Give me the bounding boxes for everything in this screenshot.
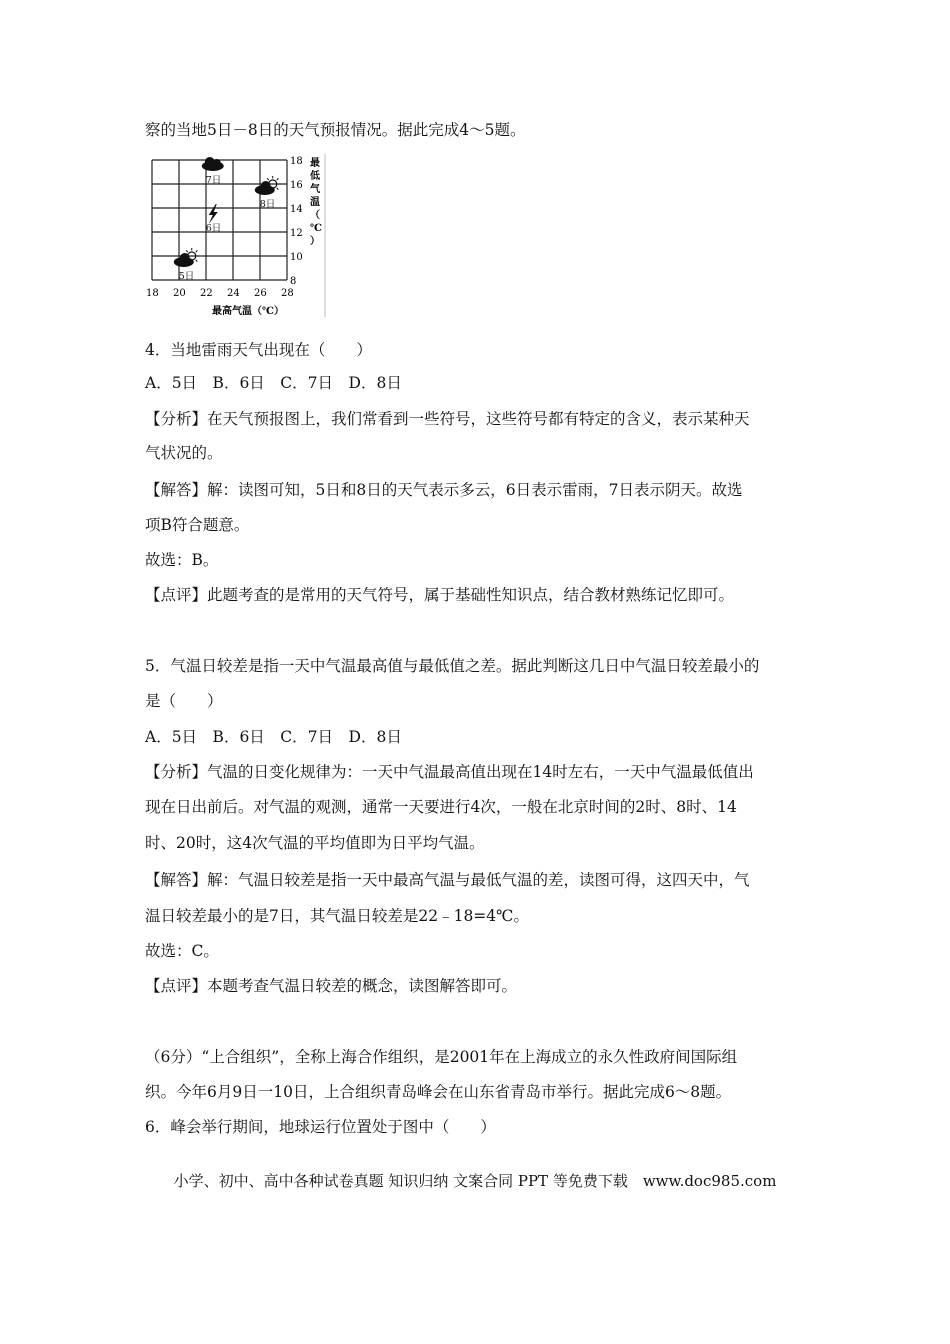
lightning-icon [209, 204, 218, 224]
q6-stem: 6．峰会举行期间，地球运行位置处于图中（ ） [145, 1118, 496, 1136]
q4-stem: 4．当地雷雨天气出现在（ ） [145, 341, 372, 359]
q5-choice: 故选：C。 [145, 942, 219, 960]
y-tick-labels [290, 156, 322, 287]
y-tick-label: 8 [290, 276, 297, 287]
q5-options: A．5日 B．6日 C．7日 D．8日 [145, 728, 402, 746]
x-tick-label: 20 [173, 288, 186, 299]
y-axis-label-char: 温 [310, 197, 320, 208]
x-axis-label: 最高气温（℃） [212, 306, 284, 317]
point-label: 7日 [205, 175, 222, 186]
q4-analysis-1: 【分析】在天气预报图上，我们常看到一些符号，这些符号都有特定的含义，表示某种天 [145, 410, 750, 428]
q5-answer-1: 【解答】解：气温日较差是指一天中最高气温与最低气温的差，读图可得，这四天中，气 [145, 871, 750, 889]
x-tick-label: 28 [281, 288, 294, 299]
q5-analysis-3: 时、20时，这4次气温的平均值即为日平均气温。 [145, 834, 485, 852]
section-intro-1: （6分）“上合组织”，全称上海合作组织，是2001年在上海成立的永久性政府间国际组 [145, 1048, 738, 1066]
cloud-puff [261, 181, 271, 191]
y-tick-label: 10 [290, 252, 303, 263]
point-label: 6日 [205, 223, 222, 234]
x-tick-label: 26 [254, 288, 267, 299]
x-tick-labels [146, 288, 294, 299]
y-tick-label: 18 [290, 156, 303, 167]
x-tick-label: 24 [227, 288, 240, 299]
weather-forecast-chart [142, 152, 332, 322]
q4-answer-2: 项B符合题意。 [145, 516, 250, 534]
q4-choice: 故选：B。 [145, 551, 219, 569]
q4-options: A．5日 B．6日 C．7日 D．8日 [145, 374, 402, 392]
q5-stem-2: 是（ ） [145, 692, 223, 710]
point-label: 5日 [178, 271, 195, 282]
y-axis-label-char: 低 [310, 171, 320, 182]
page-footer: 小学、初中、高中各种试卷真题 知识归纳 文案合同 PPT 等免费下载 www.doc985.com [173, 1172, 777, 1190]
q5-comment: 【点评】本题考查气温日较差的概念，读图解答即可。 [145, 977, 518, 995]
partly-cloudy-icon [255, 176, 281, 195]
point-label: 8日 [259, 199, 276, 210]
y-axis-label-char: （ [310, 210, 320, 221]
sun-ray [267, 178, 269, 180]
thunderstorm-icon [209, 204, 218, 224]
cloud-puff [213, 159, 221, 167]
sun-ray [277, 188, 279, 190]
y-tick-label: 16 [290, 180, 303, 191]
q5-answer-2: 温日较差最小的是7日，其气温日较差是22﹣18=4℃。 [145, 907, 529, 925]
y-tick-label: 12 [290, 228, 303, 239]
sun-ray [277, 178, 279, 180]
intro-line: 察的当地5日－8日的天气预报情况。据此完成4～5题。 [145, 121, 526, 139]
q5-analysis-2: 现在日出前后。对气温的观测，通常一天要进行4次，一般在北京时间的2时、8时、14 [145, 798, 737, 816]
q5-analysis-1: 【分析】气温的日变化规律为：一天中气温最高值出现在14时左右，一天中气温最低值出 [145, 763, 754, 781]
q5-stem-1: 5．气温日较差是指一天中气温最高值与最低值之差。据此判断这几日中气温日较差最小的 [145, 657, 760, 675]
sun-ray [196, 260, 198, 262]
overcast-icon [202, 157, 224, 171]
cloud-puff [180, 253, 190, 263]
y-axis-label-char: 气 [310, 184, 320, 195]
q4-comment: 【点评】此题考查的是常用的天气符号，属于基础性知识点，结合教材熟练记忆即可。 [145, 586, 735, 604]
sun-ray [186, 250, 188, 252]
y-axis-label-char: ℃ [310, 223, 322, 234]
y-axis-label-char: ） [310, 236, 320, 247]
chart-marks [174, 157, 281, 282]
partly-cloudy-icon [174, 248, 200, 267]
q4-answer-1: 【解答】解：读图可知，5日和8日的天气表示多云，6日表示雷雨，7日表示阴天。故选 [145, 481, 743, 499]
y-tick-label: 14 [290, 204, 303, 215]
q4-analysis-2: 气状况的。 [145, 444, 223, 462]
section-intro-2: 织。今年6月9日一10日，上合组织青岛峰会在山东省青岛市举行。据此完成6～8题。 [145, 1083, 732, 1101]
sun-ray [196, 250, 198, 252]
x-tick-label: 18 [146, 288, 159, 299]
x-tick-label: 22 [200, 288, 213, 299]
y-axis-label-char: 最 [310, 158, 320, 169]
